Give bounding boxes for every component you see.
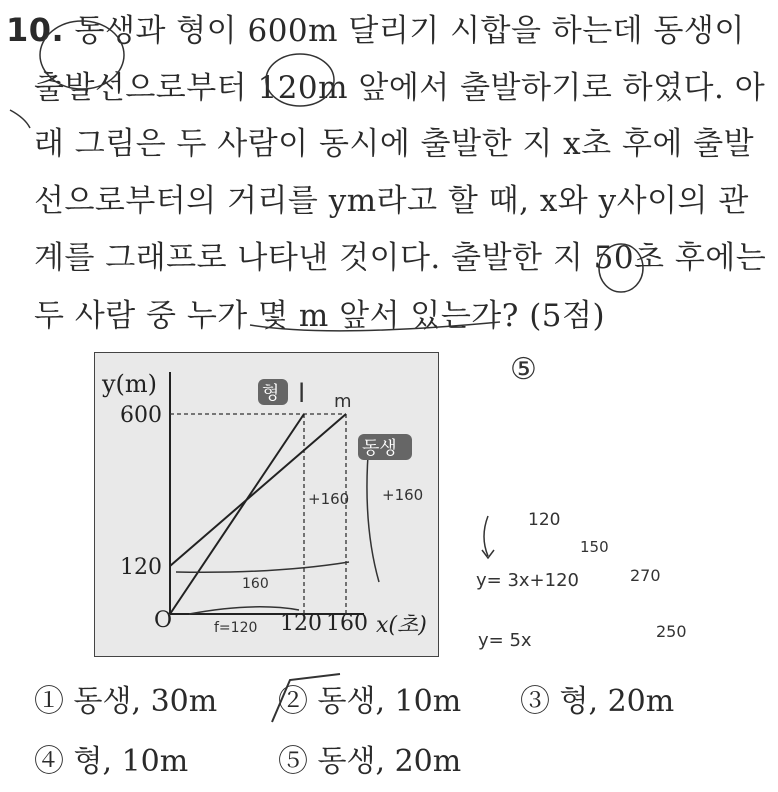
pen-bottom: f=120: [214, 620, 258, 636]
question-line-4: 선으로부터의 거리를 ym라고 할 때, x와 y사이의 관: [34, 183, 749, 219]
circle-mark-3: [599, 244, 643, 292]
pen-arrow-side: [470, 512, 510, 562]
y-tick-600: 600: [120, 403, 162, 428]
pen-plus160: +160: [308, 490, 350, 508]
pen-eq2: y= 5x: [478, 630, 532, 651]
underline-mark: [250, 322, 500, 331]
origin-label: O: [154, 608, 173, 633]
pen-270: 270: [630, 566, 661, 585]
graph-svg: [94, 352, 439, 657]
pen-eq1: y= 3x+120: [476, 570, 579, 591]
question-line-6: 두 사람 중 누가 몇 m 앞서 있는가? (5점): [34, 298, 606, 334]
question-text-1: 동생과 형이 600m 달리기 시합을 하는데 동생이: [74, 13, 745, 49]
pen-plus160b: +160: [382, 486, 424, 504]
question-line-2: 출발선으로부터 120m 앞에서 출발하기로 하였다. 아: [34, 70, 766, 106]
pen-answer: ⑤: [510, 352, 537, 387]
graph: [94, 352, 439, 657]
x-tick-120: 120: [280, 611, 322, 636]
pen-l: l: [298, 379, 306, 409]
pen-m: m: [334, 391, 352, 412]
question-line-5: 계를 그래프로 나타낸 것이다. 출발한 지 50초 후에는: [34, 240, 767, 276]
pen-250: 250: [656, 622, 687, 641]
question-line-3: 래 그림은 두 사람이 동시에 출발한 지 x초 후에 출발: [34, 126, 755, 162]
pen-160: 160: [242, 576, 269, 592]
y-tick-120: 120: [120, 555, 162, 580]
circle-mark-1: [40, 21, 124, 89]
label-hyung: 형: [262, 383, 280, 404]
question-number: 10.: [6, 11, 65, 49]
pen-stroke-1: [10, 110, 30, 128]
pen-120: 120: [528, 510, 561, 530]
x-tick-160: 160: [326, 611, 368, 636]
choice-4[interactable]: ④ 형, 10m: [34, 744, 189, 779]
choice-3[interactable]: ③ 형, 20m: [520, 684, 675, 719]
label-dongsaeng: 동생: [362, 438, 397, 459]
choice-5[interactable]: ⑤ 동생, 20m: [278, 744, 462, 779]
x-axis-label: x(초): [376, 613, 427, 638]
pen-arrow-shape: [482, 516, 494, 558]
pen-150: 150: [580, 538, 609, 556]
y-axis-label: y(m): [102, 370, 158, 398]
choice-2[interactable]: ② 동생, 10m: [278, 684, 462, 719]
choice-1[interactable]: ① 동생, 30m: [34, 684, 218, 719]
circle-mark-2: [266, 54, 334, 106]
